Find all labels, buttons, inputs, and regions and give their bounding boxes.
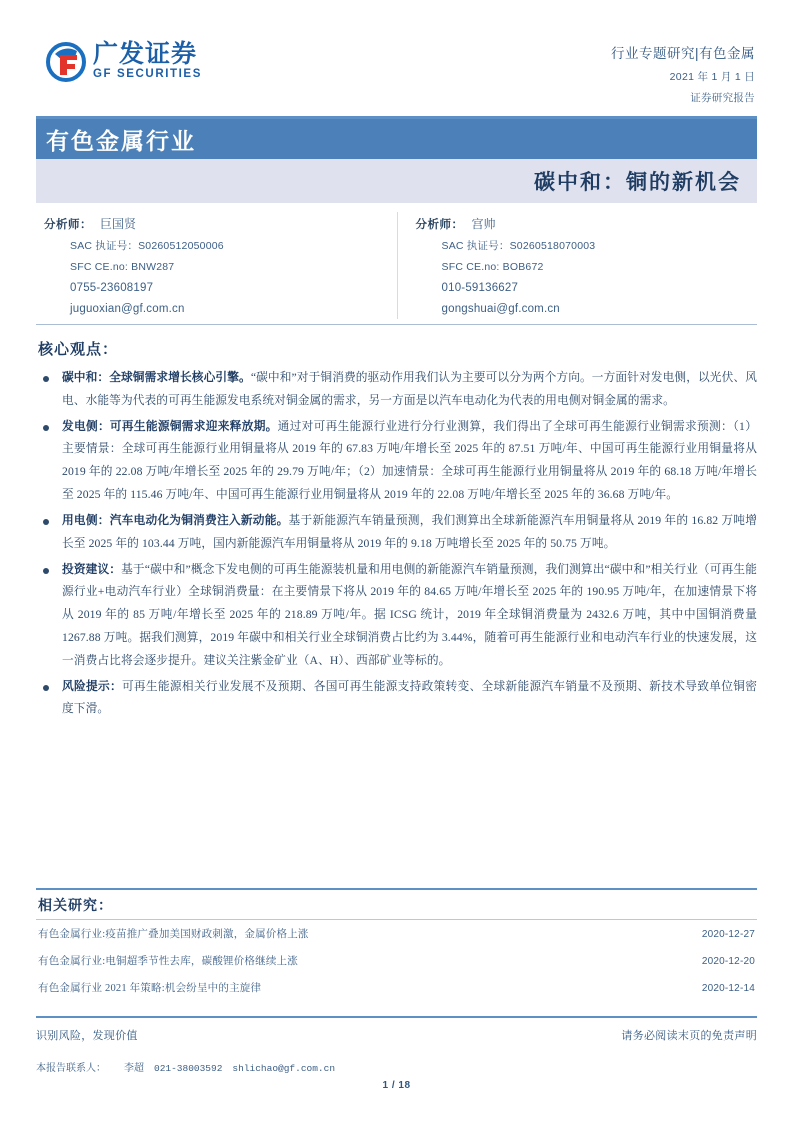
analyst-phone-row bbox=[416, 277, 758, 298]
analyst-card-1 bbox=[36, 212, 397, 319]
core-view-item bbox=[36, 367, 757, 413]
related-research-title[interactable]: 有色金属行业:电铜超季节性去库，碳酸锂价格继续上涨 bbox=[38, 956, 298, 967]
core-view-item bbox=[36, 510, 757, 556]
core-view-item bbox=[36, 559, 757, 673]
bullet-text: 基于“碳中和”概念下发电侧的可再生能源装机量和用电侧的新能源汽车销量预测，我们测算出“碳中和”相关行业（可再生能源行业+电动汽车行业）全球铜消费量：在主要情景下将从 2019 年的 84.65 万吨/年增长至 2025 年的 190.95 万吨/年，在加速情景下将从 2019 年的 85 万吨/年增长至 2025 年的 218.89 万吨/年。据 ICSG 统计，2019 年全球铜消费量为 2432.6 万吨，其中中国铜消费量 1267.88 万吨。据我们测算，2019 年碳中和相关行业全球铜消费占比约为 3.44%，随着可再生能源行业和电动汽车行业的快速发展，这一消费占比将会逐步提升。建议关注紫金矿业（A、H）、西部矿业等标的。 bbox=[62, 562, 757, 667]
industry-title-bar bbox=[36, 119, 757, 159]
bullet-lead: 用电侧：汽车电动化为铜消费注入新动能。 bbox=[62, 513, 289, 527]
bullet-lead: 投资建议： bbox=[62, 562, 122, 576]
analyst-name-row bbox=[44, 212, 397, 235]
footer-top-row bbox=[36, 1018, 757, 1043]
analyst-email-row bbox=[416, 298, 758, 319]
core-view-item bbox=[36, 416, 757, 507]
analyst-sfc-row bbox=[416, 256, 758, 277]
page-number: 1 / 18 bbox=[382, 1079, 411, 1091]
bullet-text: 基于新能源汽车销量预测，我们测算出全球新能源汽车用铜量将从 2019 年的 16.82 万吨增长至 2025 年的 103.44 万吨，国内新能源汽车用铜量将从 2019 年的 9.18 万吨增长至 2025 年的 50.75 万吨。 bbox=[62, 513, 757, 550]
contact-email[interactable]: shlichao@gf.com.cn bbox=[232, 1062, 336, 1074]
bullet-text: “碳中和”对于铜消费的驱动作用我们认为主要可以分为两个方向。一方面针对发电侧，以光伏、风电、水能等为代表的可再生能源发电系统对铜金属的需求，另一方面是以汽车电动化为代表的用电侧对铜金属的需求。 bbox=[62, 371, 757, 407]
footer-disclaimer: 请务必阅读末页的免责声明 bbox=[621, 1029, 757, 1042]
analyst-phone[interactable]: 0755-23608197 bbox=[70, 281, 154, 294]
footer-contact-row bbox=[36, 1043, 757, 1074]
analyst-sfc-row bbox=[44, 256, 397, 277]
analyst-email-row bbox=[44, 298, 397, 319]
contact-name: 李超 bbox=[124, 1062, 144, 1074]
analyst-email[interactable]: juguoxian@gf.com.cn bbox=[70, 302, 185, 315]
analyst-sac-number: SAC 执证号：S0260512050006 bbox=[70, 240, 224, 252]
report-subject-title: 碳中和：铜的新机会 bbox=[534, 170, 741, 194]
analyst-sac-row bbox=[416, 235, 758, 256]
analyst-sac-row bbox=[44, 235, 397, 256]
logo-text-chinese: 广发证券 bbox=[93, 40, 198, 69]
core-view-heading: 核心观点： bbox=[38, 342, 119, 358]
related-research-heading: 相关研究： bbox=[36, 890, 757, 920]
related-research-item[interactable] bbox=[36, 920, 757, 947]
bullet-text: 可再生能源相关行业发展不及预期、各国可再生能源支持政策转变、全球新能源汽车销量不及预期、新技术导致单位铜密度下滑。 bbox=[62, 679, 757, 716]
related-research-item[interactable] bbox=[36, 974, 757, 1001]
related-research-title[interactable]: 有色金属行业 2021 年策略:机会纷呈中的主旋律 bbox=[38, 983, 262, 994]
analyst-role-label: 分析师： bbox=[415, 218, 464, 231]
contact-phone[interactable]: 021-38003592 bbox=[154, 1062, 223, 1074]
header-meta bbox=[611, 42, 757, 111]
analyst-name: 宫帅 bbox=[471, 217, 496, 231]
analyst-sfc-number: SFC CE.no: BOB672 bbox=[441, 260, 544, 273]
core-view-list bbox=[36, 367, 757, 721]
analyst-phone-row bbox=[44, 277, 397, 298]
core-view-item bbox=[36, 676, 757, 722]
report-type: 证券研究报告 bbox=[690, 92, 755, 104]
analyst-phone[interactable]: 010-59136627 bbox=[441, 281, 519, 294]
bullet-lead: 碳中和：全球铜需求增长核心引擎。 bbox=[62, 371, 251, 384]
related-research-date: 2020-12-27 bbox=[701, 929, 755, 940]
gf-logo-icon bbox=[46, 42, 86, 82]
report-category: 行业专题研究|有色金属 bbox=[610, 46, 755, 61]
related-research-date: 2020-12-14 bbox=[701, 983, 755, 994]
analyst-name-row bbox=[416, 212, 758, 235]
contact-label: 本报告联系人： bbox=[36, 1062, 106, 1074]
analyst-card-2 bbox=[397, 212, 758, 319]
analyst-block bbox=[36, 203, 757, 325]
logo-text-english: GF SECURITIES bbox=[93, 68, 202, 81]
page-footer bbox=[36, 1016, 757, 1091]
bullet-lead: 风险提示： bbox=[62, 679, 122, 693]
related-research-title[interactable]: 有色金属行业:疫苗推广叠加美国财政刺激，金属价格上涨 bbox=[38, 929, 309, 940]
bullet-text: 通过对可再生能源行业进行分行业测算，我们得出了全球可再生能源行业铜需求预测：（1）主要情景：全球可再生能源行业用铜量将从 2019 年的 67.83 万吨/年增长至 2025 年的 87.51 万吨/年、中国可再生能源行业用铜量将从 2019 年的 22.08 万吨/年增长至 2025 年的 29.79 万吨/年；（2）加速情景：全球可再生能源行业用铜量将从 2019 年的 68.18 万吨/年增长至 2025 年的 115.46 万吨/年、中国可再生能源行业用铜量将从 2019 年的 22.08 万吨/年增长至 2025 年的 36.68 万吨/年。 bbox=[62, 419, 757, 502]
company-logo bbox=[36, 42, 202, 82]
analyst-role-label: 分析师： bbox=[44, 218, 92, 231]
subject-title-bar bbox=[36, 159, 757, 203]
analyst-sac-number: SAC 执证号：S0260518070003 bbox=[441, 240, 596, 252]
industry-title: 有色金属行业 bbox=[46, 128, 196, 154]
footer-slogan: 识别风险，发现价值 bbox=[36, 1029, 138, 1042]
analyst-sfc-number: SFC CE.no: BNW287 bbox=[70, 260, 175, 273]
analyst-email[interactable]: gongshuai@gf.com.cn bbox=[441, 302, 560, 315]
bullet-lead: 发电侧：可再生能源铜需求迎来释放期。 bbox=[62, 419, 278, 433]
related-research-date: 2020-12-20 bbox=[701, 956, 755, 967]
related-research-item[interactable] bbox=[36, 947, 757, 974]
related-research-section bbox=[36, 888, 757, 1001]
analyst-name: 巨国贤 bbox=[100, 217, 137, 231]
page-header bbox=[36, 0, 757, 114]
report-date: 2021 年 1 月 1 日 bbox=[669, 71, 755, 83]
